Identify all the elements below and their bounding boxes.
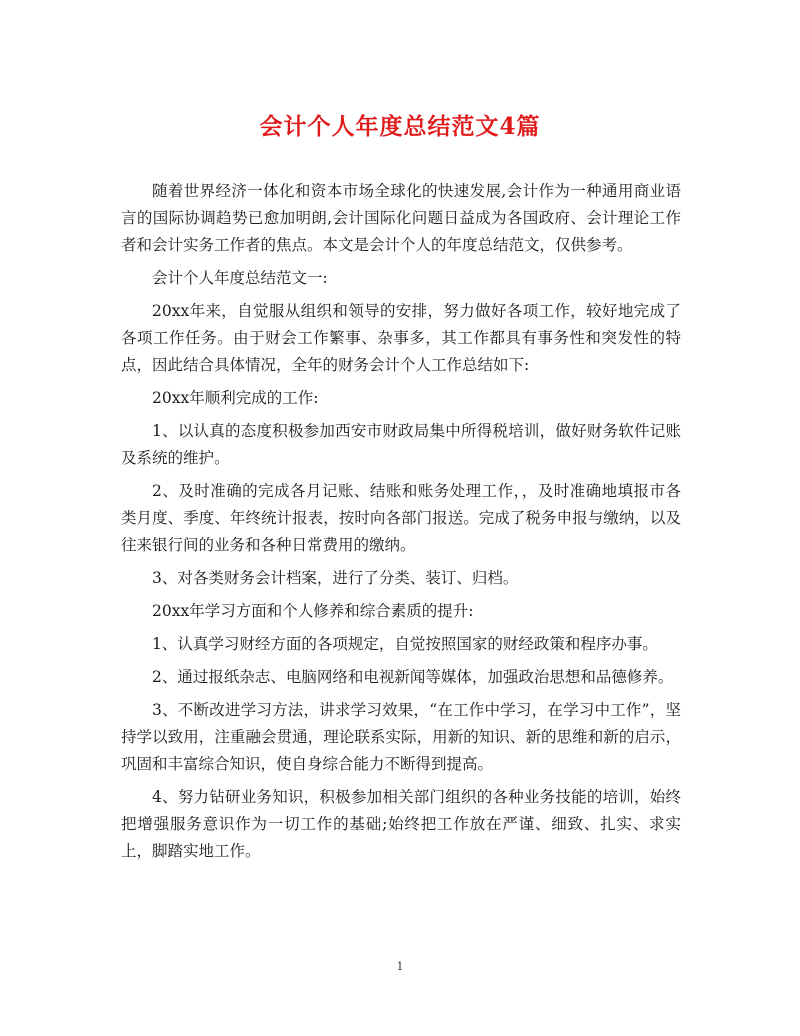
paragraph-study-item-2: 2、通过报纸杂志、电脑网络和电视新闻等媒体，加强政治思想和品德修养。 (152, 668, 674, 686)
paragraph-section-heading: 会计个人年度总结范文一: (152, 269, 328, 287)
paragraph-work-item-1: 1、以认真的态度积极参加西安市财政局集中所得税培训，做好财务软件记账及系统的维护。 (121, 422, 681, 467)
paragraph-overview: 20xx年来，自觉服从组织和领导的安排，努力做好各项工作，较好地完成了各项工作任务。由于财会工作繁事、杂事多，其工作都具有事务性和突发性的特点，因此结合具体情况，全年的财务会计个人工作总结如下: (121, 302, 681, 374)
paragraph-intro: 随着世界经济一体化和资本市场全球化的快速发展,会计作为一种通用商业语言的国际协调趋势已愈加明朗,会计国际化问题日益成为各国政府、会计理论工作者和会计实务工作者的焦点。本文是会计个人的年度总结范文，仅供参考。 (121, 182, 681, 254)
paragraph-study-item-4: 4、努力钻研业务知识，积极参加相关部门组织的各种业务技能的培训，始终把增强服务意识作为一切工作的基础;始终把工作放在严谨、细致、扎实、求实上，脚踏实地工作。 (121, 788, 681, 860)
paragraph-study-item-1: 1、认真学习财经方面的各项规定，自觉按照国家的财经政策和程序办事。 (152, 635, 658, 653)
paragraph-study-item-3: 3、不断改进学习方法，讲求学习效果，“在工作中学习，在学习中工作”，坚持学以致用，注重融会贯通，理论联系实际，用新的知识、新的思维和新的启示，巩固和丰富综合知识，使自身综合能力不断得到提高。 (121, 701, 681, 773)
paragraph-work-item-3: 3、对各类财务会计档案，进行了分类、装订、归档。 (152, 569, 519, 587)
page-number: 1 (396, 960, 404, 973)
paragraph-work-item-2: 2、及时准确的完成各月记账、结账和账务处理工作，，及时准确地填报市各类月度、季度、年终统计报表，按时向各部门报送。完成了税务申报与缴纳，以及往来银行间的业务和各种日常费用的缴纳。 (121, 482, 681, 554)
paragraph-work-heading: 20xx年顺利完成的工作: (152, 389, 319, 407)
paragraph-study-heading: 20xx年学习方面和个人修养和综合素质的提升: (152, 602, 474, 620)
document-body (121, 178, 681, 865)
document-title: 会计个人年度总结范文4篇 (259, 113, 541, 140)
